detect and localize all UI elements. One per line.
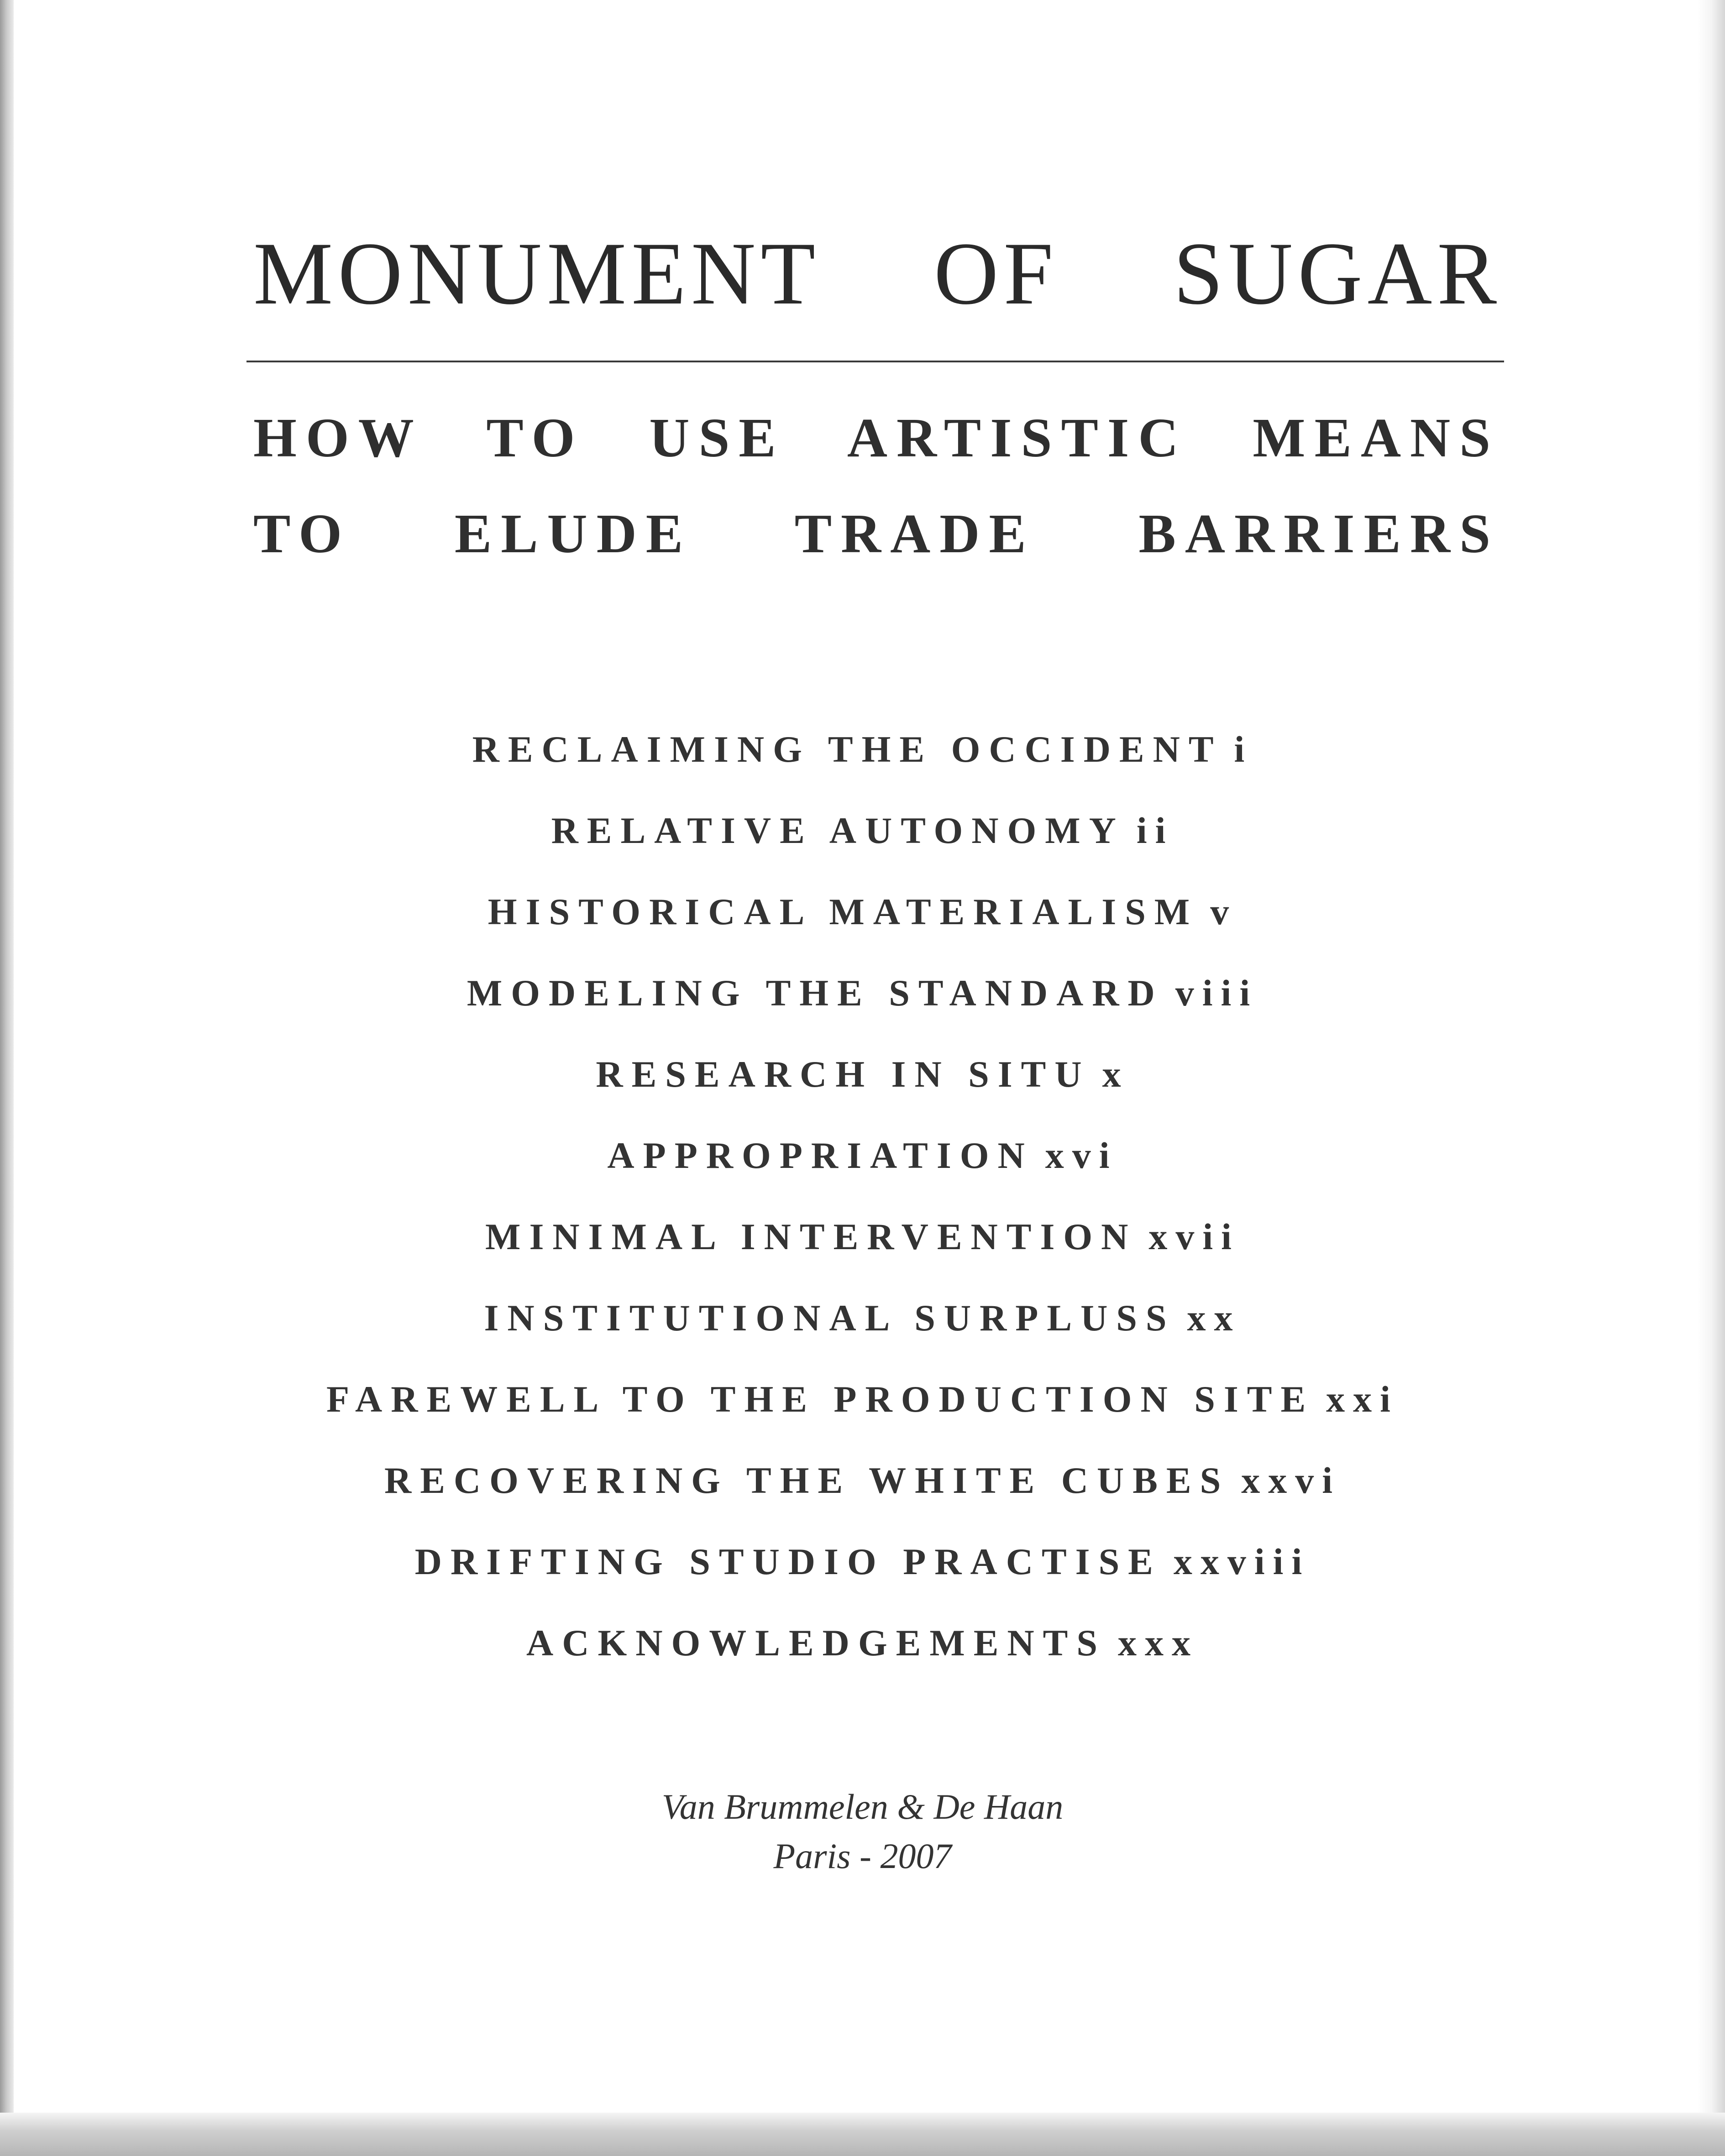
toc-entry (0, 720, 1725, 801)
toc-entry-page: xvii (1148, 1216, 1240, 1257)
place-and-year: Paris - 2007 (773, 1836, 952, 1876)
toc-entry (0, 1207, 1725, 1288)
toc-entry-page: xxviii (1173, 1541, 1311, 1582)
subtitle-line-2: TO ELUDE TRADE BARRIERS (253, 503, 1500, 565)
toc-entry-title: FAREWELL TO THE PRODUCTION SITE (326, 1378, 1315, 1420)
toc-entry (0, 882, 1725, 963)
toc-entry-title: RESEARCH IN SITU (596, 1053, 1091, 1095)
toc-entry (0, 1613, 1725, 1695)
toc-entry (0, 1532, 1725, 1613)
toc-entry (0, 1045, 1725, 1126)
toc-entry-title: DRIFTING STUDIO PRACTISE (414, 1541, 1162, 1582)
toc-entry-title: MODELING THE STANDARD (467, 972, 1164, 1014)
toc-entry-title: INSTITUTIONAL SURPLUSS (484, 1297, 1175, 1339)
toc-entry-page: xx (1187, 1297, 1241, 1339)
toc-entry (0, 1288, 1725, 1370)
toc-entry-page: viii (1175, 972, 1258, 1014)
table-of-contents (0, 720, 1725, 1695)
toc-entry-page: xxi (1326, 1378, 1399, 1420)
subtitle-line-1: HOW TO USE ARTISTIC MEANS (253, 407, 1500, 469)
title-divider (246, 361, 1504, 362)
toc-entry (0, 963, 1725, 1045)
toc-entry-title: HISTORICAL MATERIALISM (488, 891, 1199, 932)
toc-entry-page: v (1210, 891, 1237, 932)
toc-entry-page: xxx (1117, 1622, 1199, 1664)
toc-entry (0, 1451, 1725, 1532)
toc-entry-title: ACKNOWLEDGEMENTS (526, 1622, 1106, 1664)
toc-entry (0, 1370, 1725, 1451)
toc-entry-title: RECOVERING THE WHITE CUBES (384, 1460, 1230, 1501)
toc-entry-title: APPROPRIATION (607, 1135, 1033, 1176)
toc-entry-title: RELATIVE AUTONOMY (551, 810, 1125, 851)
toc-entry-page: xvi (1045, 1135, 1118, 1176)
toc-entry-title: RECLAIMING THE OCCIDENT (472, 728, 1222, 770)
publisher-name: Van Brummelen & De Haan (661, 1787, 1064, 1826)
toc-entry (0, 1126, 1725, 1207)
toc-entry-page: x (1102, 1053, 1129, 1095)
imprint (0, 1782, 1725, 1881)
toc-entry-page: i (1234, 728, 1253, 770)
toc-entry-page: ii (1136, 810, 1174, 851)
toc-entry-page: xxvi (1241, 1460, 1341, 1501)
toc-entry (0, 801, 1725, 882)
book-title: MONUMENT OF SUGAR (253, 224, 1502, 323)
toc-entry-title: MINIMAL INTERVENTION (485, 1216, 1137, 1257)
page-bottom-edge (0, 2113, 1725, 2156)
